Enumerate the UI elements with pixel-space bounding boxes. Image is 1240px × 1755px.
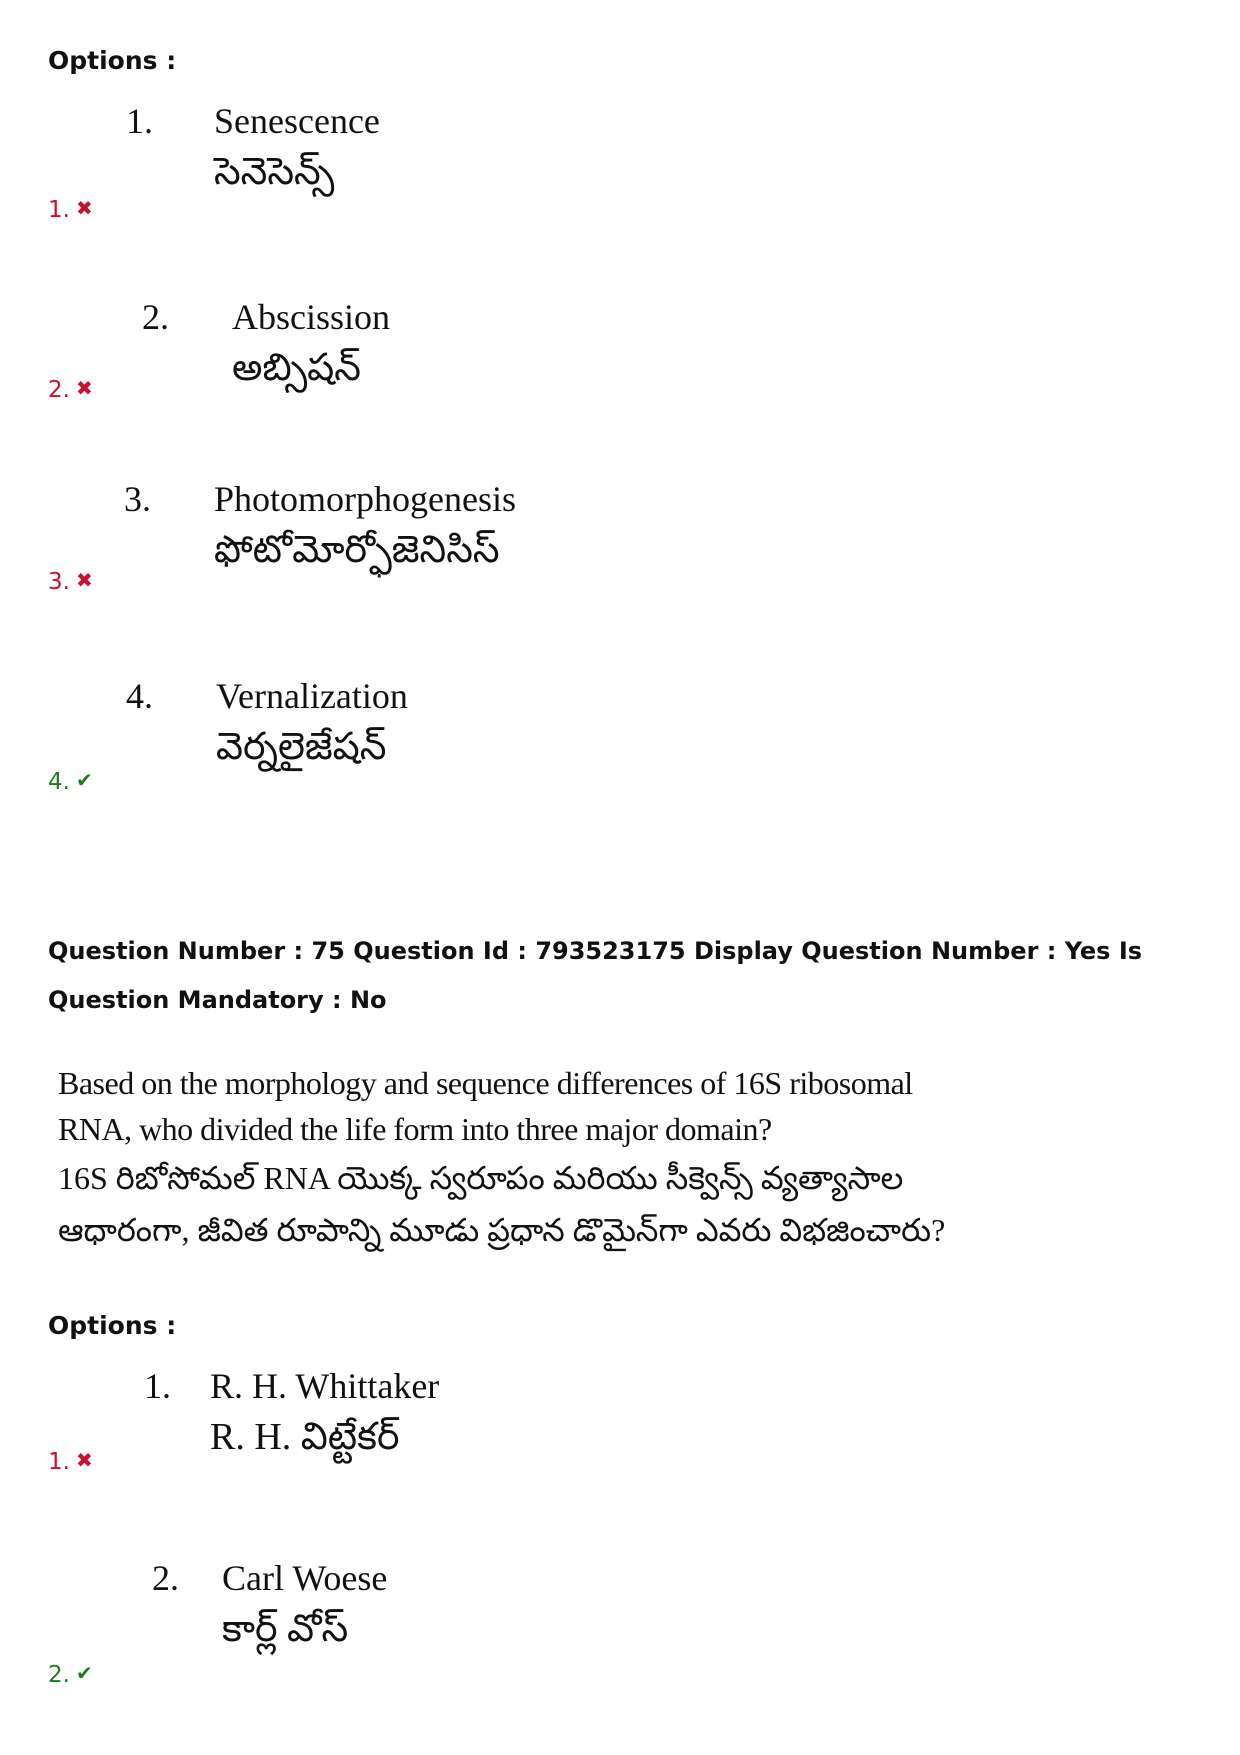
options-label: Options : <box>48 1311 177 1340</box>
option-text-telugu: సెనెసెన్స్ <box>214 151 335 193</box>
option-text-english: Abscission <box>232 297 391 337</box>
option-number: 2. <box>152 1558 179 1598</box>
question-text <box>58 1060 958 1256</box>
option-status-number: 4. <box>48 769 70 795</box>
option-text-telugu: కార్ల్ వోస్ <box>222 1608 349 1650</box>
option-text-english: Senescence <box>214 101 380 141</box>
option-1-status <box>48 196 93 223</box>
option-number: 1. <box>144 1366 171 1406</box>
cross-icon: ✖ <box>75 568 93 592</box>
option-text-telugu: వెర్నలైజేషన్ <box>216 726 387 768</box>
question-text-english: Based on the morphology and sequence differences of 16S ribosomal RNA, who divided the life form into three major domain? <box>58 1065 913 1147</box>
option-2-status <box>48 376 93 403</box>
check-icon: ✔ <box>75 768 93 792</box>
cross-icon: ✖ <box>75 1448 93 1472</box>
option-status-number: 2. <box>48 1662 70 1688</box>
option-text-telugu: ఫోటోమోర్ఫోజెనిసిస్ <box>214 529 500 571</box>
option-status-number: 1. <box>48 197 70 223</box>
option-text-telugu: R. H. విట్టేకర్ <box>210 1416 400 1458</box>
option-3-status <box>48 568 93 595</box>
option-number: 3. <box>124 479 151 519</box>
option-number: 1. <box>126 101 153 141</box>
option-4-status <box>48 768 93 795</box>
option-2-status <box>48 1661 93 1688</box>
option-number: 4. <box>126 676 153 716</box>
cross-icon: ✖ <box>75 196 93 220</box>
option-text-telugu: అబ్సిషన్ <box>232 347 361 389</box>
option-status-number: 3. <box>48 569 70 595</box>
question-text-telugu: 16S రిబోసోమల్ RNA యొక్క స్వరూపం మరియు సీక్వెన్స్ వ్యత్యాసాల ఆధారంగా, జీవిత రూపాన్ని మూడు ప్రధాన డొమైన్‌గా ఎవరు విభజించారు? <box>58 1160 946 1248</box>
option-1-status <box>48 1448 93 1475</box>
option-text-english: Vernalization <box>216 676 408 716</box>
option-number: 2. <box>142 297 169 337</box>
option-text-english: Carl Woese <box>222 1558 388 1598</box>
option-text-english: Photomorphogenesis <box>214 479 516 519</box>
option-status-number: 2. <box>48 377 70 403</box>
question-meta: Question Number : 75 Question Id : 793523175 Display Question Number : Yes Is Question Mandatory : No <box>48 937 1143 1014</box>
option-text-english: R. H. Whittaker <box>210 1366 440 1406</box>
check-icon: ✔ <box>75 1661 93 1685</box>
cross-icon: ✖ <box>75 376 93 400</box>
option-status-number: 1. <box>48 1449 70 1475</box>
options-label: Options : <box>48 46 177 75</box>
